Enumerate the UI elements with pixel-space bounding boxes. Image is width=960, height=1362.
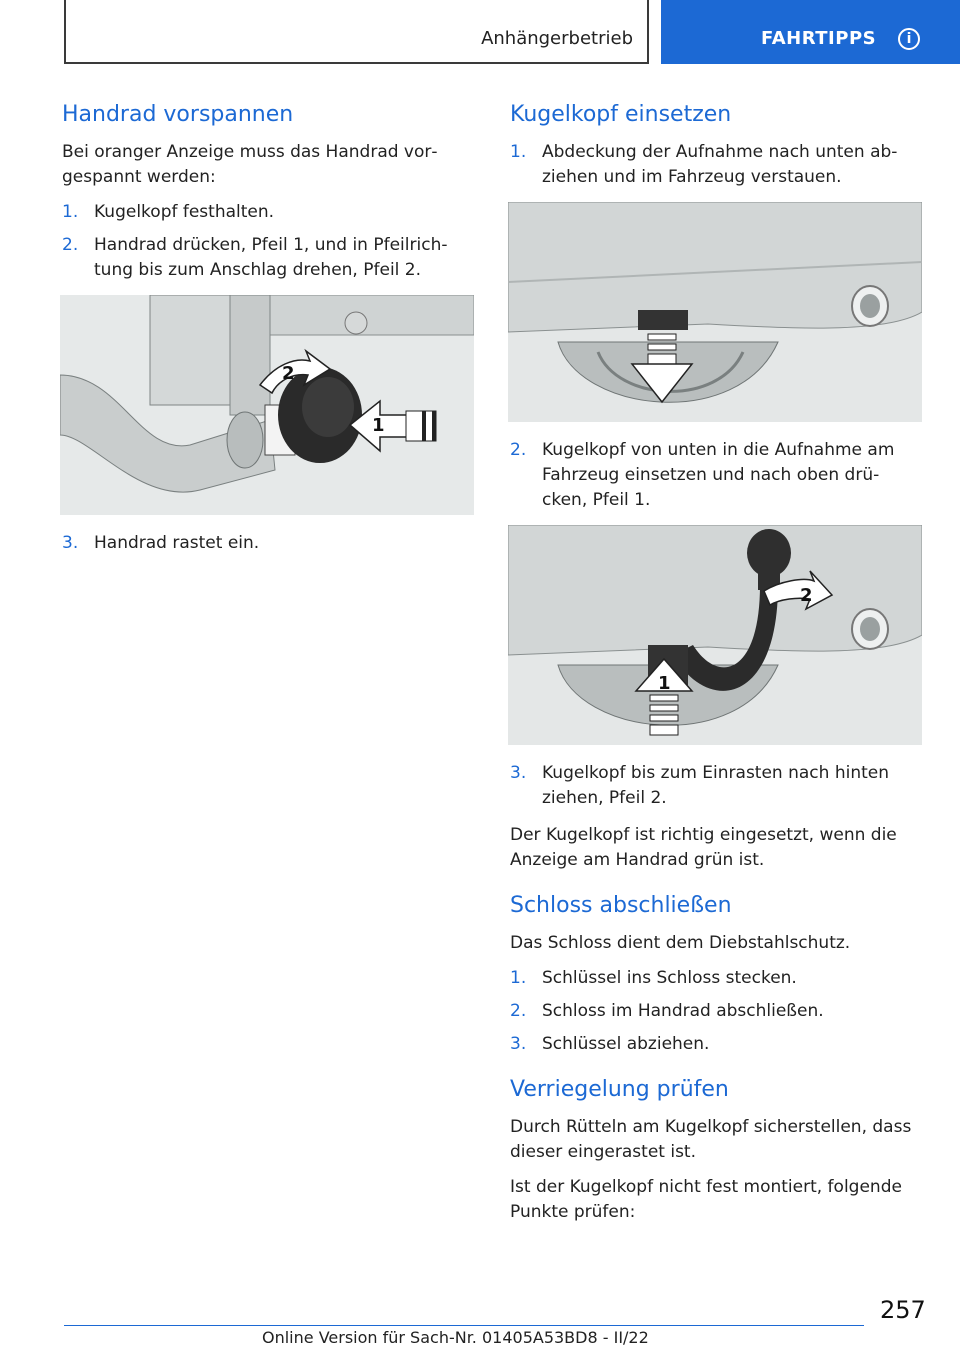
step-list: [510, 966, 922, 1057]
step-list: [62, 531, 474, 556]
header-section-box: [64, 0, 649, 64]
list-item: 3. Kugelkopf bis zum Einrasten nach hinten ziehen, Pfeil 2.: [510, 763, 889, 808]
left-column: [62, 100, 474, 568]
check-text: Der Kugelkopf ist richtig eingesetzt, wenn die Anzeige am Handrad grün ist.: [510, 825, 897, 870]
heading-schloss-abschliessen: Schloss abschließen: [510, 893, 732, 918]
callout-1: 1: [372, 415, 385, 436]
chapter-tab[interactable]: [661, 0, 960, 64]
handwheel-illustration: [60, 295, 474, 515]
callout-2: 2: [282, 363, 295, 384]
list-item: 1. Schlüssel ins Schloss stecken.: [510, 968, 797, 988]
intro-text: Bei oranger Anzeige muss das Handrad vor‐gespannt werden:: [62, 142, 438, 187]
callout-2: 2: [800, 585, 813, 606]
verify-text-1: Durch Rütteln am Kugelkopf sicherstellen, dass dieser eingerastet ist.: [510, 1117, 912, 1162]
list-item: 1. Abdeckung der Aufnahme nach unten ab‐ziehen und im Fahrzeug verstauen.: [510, 142, 898, 187]
receptacle-cover-illustration: [508, 202, 922, 422]
right-column: [510, 100, 922, 1235]
insert-ballhead-illustration: [508, 525, 922, 745]
info-icon[interactable]: i: [898, 28, 920, 50]
heading-verriegelung-pruefen: Verriegelung prüfen: [510, 1077, 729, 1102]
list-item: 1. Kugelkopf festhalten.: [62, 202, 275, 222]
lock-intro-text: Das Schloss dient dem Diebstahlschutz.: [510, 933, 851, 953]
step-list: [510, 140, 922, 190]
step-list: [510, 438, 922, 513]
list-item: 2. Handrad drücken, Pfeil 1, und in Pfeilrich‐tung bis zum Anschlag drehen, Pfeil 2.: [62, 235, 448, 280]
list-item: 3. Schlüssel abziehen.: [510, 1034, 710, 1054]
list-item: 2. Schloss im Handrad abschließen.: [510, 1001, 824, 1021]
heading-handrad-vorspannen: Handrad vorspannen: [62, 102, 294, 127]
footer-version-text: Online Version für Sach-Nr. 01405A53BD8 - II/22: [262, 1328, 649, 1347]
list-item: 2. Kugelkopf von unten in die Aufnahme am Fahrzeug einsetzen und nach oben drü‐cken, Pfeil 1.: [510, 440, 895, 510]
footer-divider: [64, 1325, 864, 1326]
verify-text-2: Ist der Kugelkopf nicht fest montiert, folgende Punkte prüfen:: [510, 1177, 902, 1222]
list-item: 3. Handrad rastet ein.: [62, 533, 260, 553]
page-number: 257: [880, 1296, 926, 1324]
callout-1: 1: [658, 673, 671, 694]
section-title: Anhängerbetrieb: [481, 28, 633, 49]
step-list: [510, 761, 922, 811]
chapter-title: FAHRTIPPS: [761, 28, 877, 49]
step-list: [62, 200, 474, 283]
heading-kugelkopf-einsetzen: Kugelkopf einsetzen: [510, 102, 732, 127]
